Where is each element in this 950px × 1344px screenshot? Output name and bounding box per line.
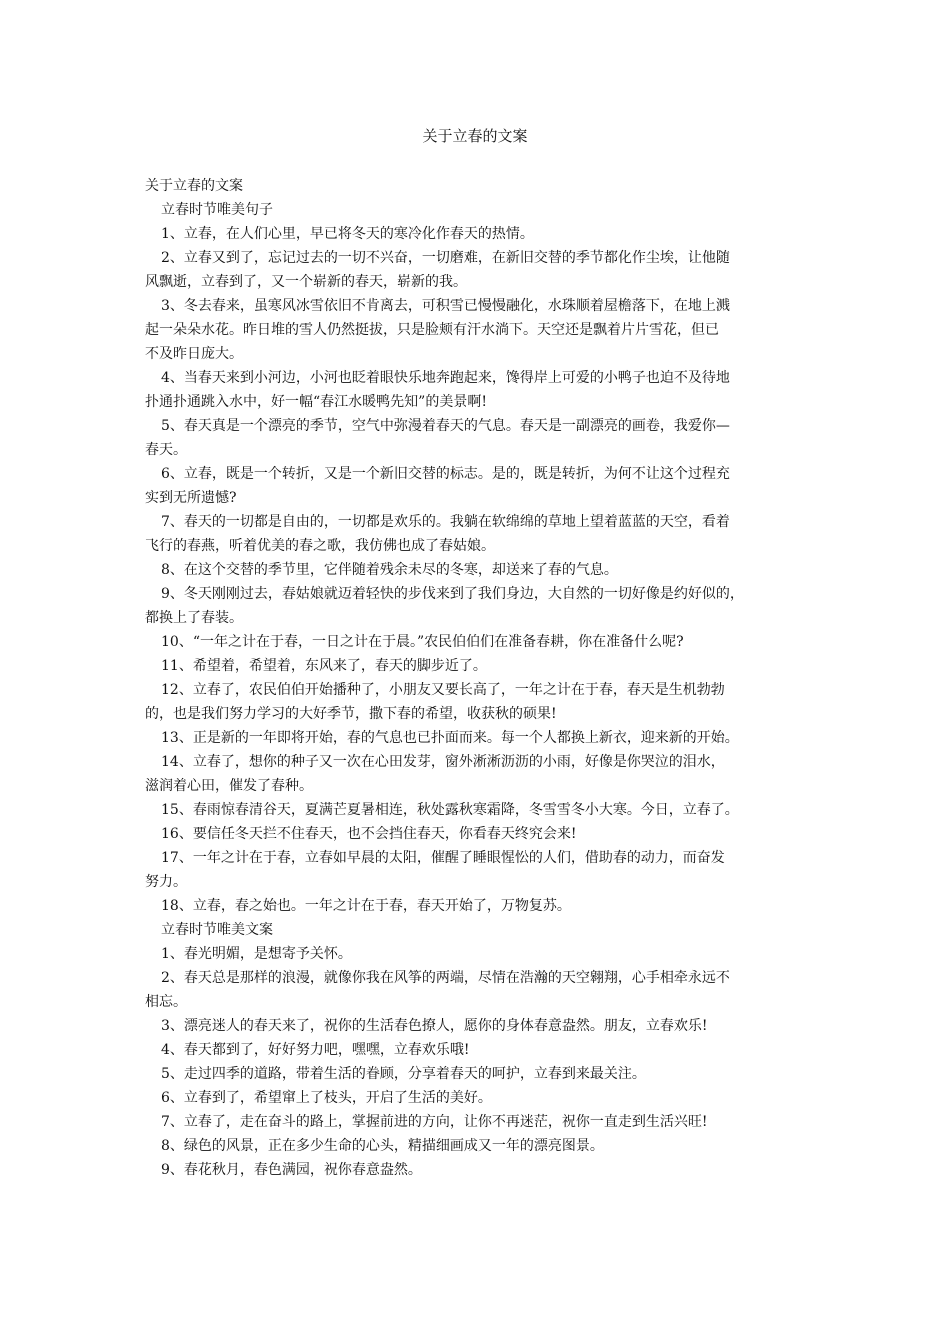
text-line: 7、春天的一切都是自由的，一切都是欢乐的。我躺在软绵绵的草地上望着蓝蓝的天空，看着 bbox=[161, 514, 730, 530]
text-line: 3、漂亮迷人的春天来了，祝你的生活春色撩人，愿你的身体春意盎然。朋友，立春欢乐! bbox=[161, 1018, 708, 1034]
text-line: 2、春天总是那样的浪漫，就像你我在风筝的两端，尽情在浩瀚的天空翱翔，心手相牵永远不 bbox=[161, 970, 730, 986]
text-line: 实到无所遗憾? bbox=[145, 490, 237, 506]
text-line: 立春时节唯美文案 bbox=[161, 922, 273, 938]
text-line: 17、一年之计在于春，立春如早晨的太阳，催醒了睡眼惺忪的人们，借助春的动力，而奋发 bbox=[161, 850, 725, 866]
text-line: 12、立春了，农民伯伯开始播种了，小朋友又要长高了，一年之计在于春，春天是生机勃勃 bbox=[161, 682, 725, 698]
text-line: 6、立春，既是一个转折，又是一个新旧交替的标志。是的，既是转折，为何不让这个过程充 bbox=[161, 466, 730, 482]
text-line: 风飘逝，立春到了，又一个崭新的春天，崭新的我。 bbox=[145, 274, 467, 290]
text-line: 飞行的春燕，听着优美的春之歌，我仿佛也成了春姑娘。 bbox=[145, 538, 495, 554]
text-line: 16、要信任冬天拦不住春天，也不会挡住春天，你看春天终究会来! bbox=[161, 826, 577, 842]
text-line: 5、走过四季的道路，带着生活的眷顾，分享着春天的呵护，立春到来最关注。 bbox=[161, 1066, 646, 1082]
text-line: 3、冬去春来，虽寒风冰雪依旧不肯离去，可积雪已慢慢融化，水珠顺着屋檐落下，在地上溅 bbox=[161, 298, 730, 314]
text-line: 9、春花秋月，春色满园，祝你春意盎然。 bbox=[161, 1162, 422, 1178]
text-line: 春天。 bbox=[145, 442, 187, 458]
text-line: 6、立春到了，希望窜上了枝头，开启了生活的美好。 bbox=[161, 1090, 492, 1106]
text-line: 起一朵朵水花。昨日堆的雪人仍然挺拔，只是脸颊有汗水淌下。天空还是飘着片片雪花，但已 bbox=[145, 322, 719, 338]
text-line: 11、希望着，希望着，东风来了，春天的脚步近了。 bbox=[161, 658, 487, 674]
text-line: 10、“一年之计在于春，一日之计在于晨。”农民伯伯们在准备春耕，你在准备什么呢? bbox=[161, 634, 684, 650]
text-line: 努力。 bbox=[145, 874, 187, 890]
text-line: 1、立春，在人们心里，早已将冬天的寒冷化作春天的热情。 bbox=[161, 226, 534, 242]
page-title: 关于立春的文案 bbox=[422, 127, 528, 145]
text-line: 8、在这个交替的季节里，它伴随着残余未尽的冬寒，却送来了春的气息。 bbox=[161, 562, 618, 578]
text-line: 15、春雨惊春清谷天，夏满芒夏暑相连，秋处露秋寒霜降，冬雪雪冬小大寒。今日，立春了。 bbox=[161, 802, 739, 818]
text-line: 立春时节唯美句子 bbox=[161, 202, 273, 218]
text-line: 14、立春了，想你的种子又一次在心田发芽，窗外淅淅沥沥的小雨，好像是你哭泣的泪水， bbox=[161, 754, 725, 770]
text-line: 的，也是我们努力学习的大好季节，撒下春的希望，收获秋的硕果! bbox=[145, 706, 557, 722]
text-line: 8、绿色的风景，正在多少生命的心头，精描细画成又一年的漂亮图景。 bbox=[161, 1138, 604, 1154]
text-line: 1、春光明媚，是想寄予关怀。 bbox=[161, 946, 352, 962]
text-line: 18、立春，春之始也。一年之计在于春，春天开始了，万物复苏。 bbox=[161, 898, 571, 914]
text-line: 不及昨日庞大。 bbox=[145, 346, 243, 362]
text-line: 9、冬天刚刚过去，春姑娘就迈着轻快的步伐来到了我们身边，大自然的一切好像是约好似的， bbox=[161, 586, 744, 602]
text-line: 4、当春天来到小河边，小河也眨着眼快乐地奔跑起来，馋得岸上可爱的小鸭子也迫不及待地 bbox=[161, 370, 730, 386]
text-line: 5、春天真是一个漂亮的季节，空气中弥漫着春天的气息。春天是一副漂亮的画卷，我爱你— bbox=[161, 418, 730, 434]
text-line: 滋润着心田，催发了春种。 bbox=[145, 778, 313, 794]
text-line: 4、春天都到了，好好努力吧，嘿嘿，立春欢乐哦! bbox=[161, 1042, 470, 1058]
document-body bbox=[145, 174, 810, 1182]
text-line: 扑通扑通跳入水中，好一幅“春江水暖鸭先知”的美景啊! bbox=[145, 394, 487, 410]
text-line: 都换上了春装。 bbox=[145, 610, 243, 626]
text-line: 2、立春又到了，忘记过去的一切不兴奋，一切磨难，在新旧交替的季节都化作尘埃，让他随 bbox=[161, 250, 730, 266]
text-line: 13、正是新的一年即将开始，春的气息也已扑面而来。每一个人都换上新衣，迎来新的开始。 bbox=[161, 730, 739, 746]
text-line: 7、立春了，走在奋斗的路上，掌握前进的方向，让你不再迷茫，祝你一直走到生活兴旺! bbox=[161, 1114, 708, 1130]
text-line: 关于立春的文案 bbox=[145, 178, 243, 194]
text-line: 相忘。 bbox=[145, 994, 187, 1010]
